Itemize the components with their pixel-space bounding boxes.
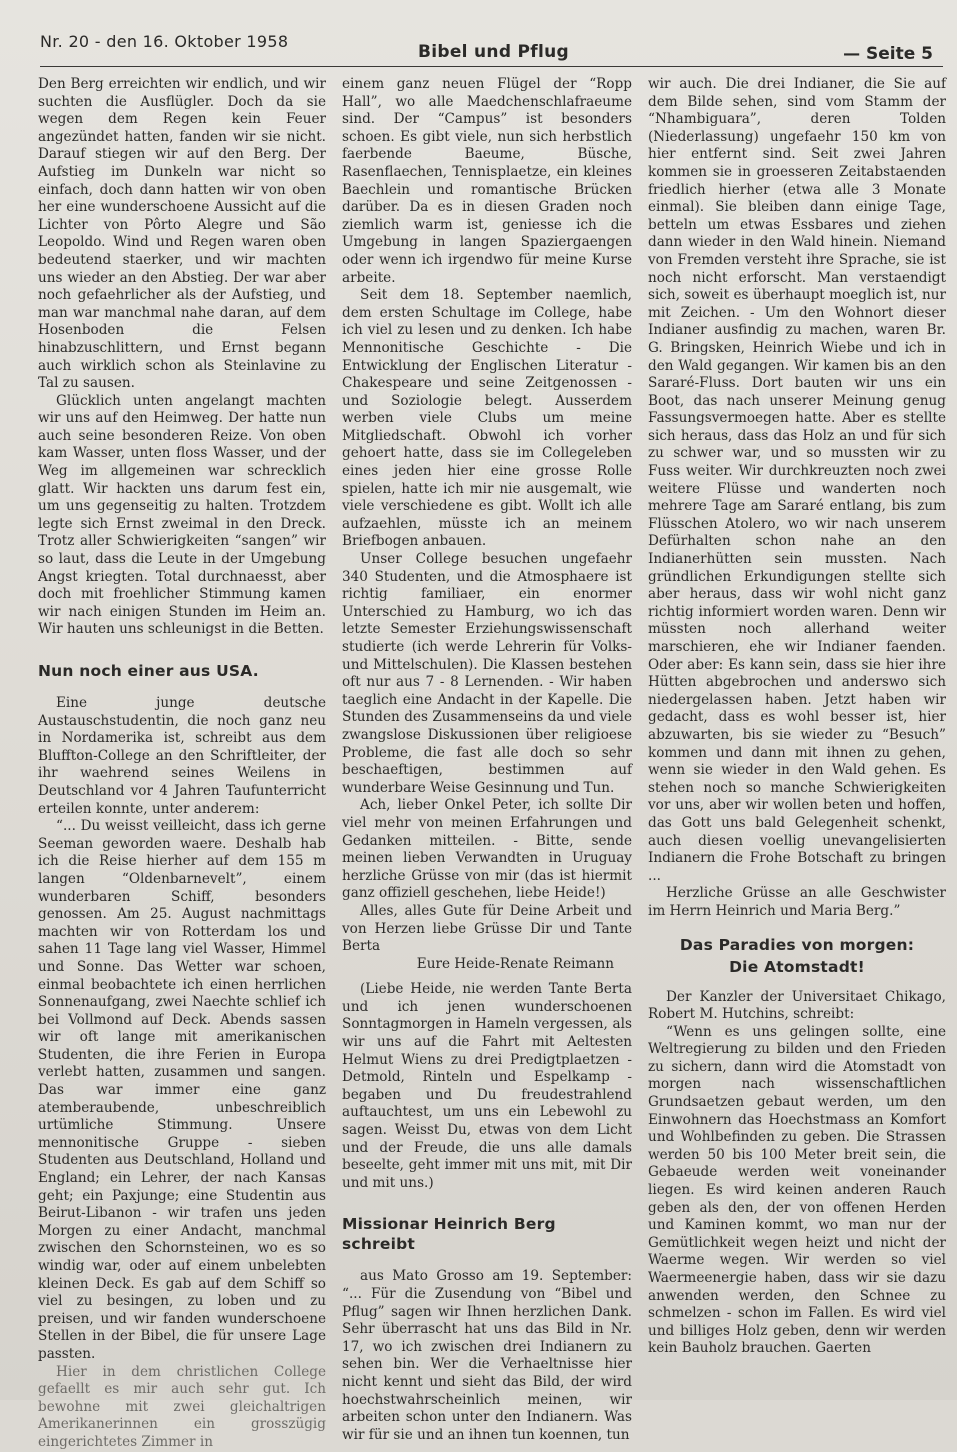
page-header	[40, 30, 943, 67]
col2-paragraph-5: Alles, alles Gute für Deine Arbeit und von Herzen liebe Grüsse Dir und Tante Berta	[342, 902, 632, 955]
col1-paragraph-5: Hier in dem christlichen College gefaellt es mir auch sehr gut. Ich bewohne mit zwei gleichaltrigen Amerikanerinnen ein grosszügig eingerichtetes Zimmer in	[38, 1363, 326, 1450]
col3-paragraph-2: Herzliche Grüsse an alle Geschwister im Herrn Heinrich und Maria Berg.”	[648, 885, 946, 919]
col3-paragraph-4: “Wenn es uns gelingen sollte, eine Weltregierung zu bilden und den Frieden zu sichern, dann wird die Atomstadt von morgen nach wissenschaftlichen Grundsaetzen gebaut werden, um den Einwohnern das Hoechstmass an Komfort und Wohlbefinden zu geben. Die Strassen werden 50 bis 100 Meter breit sein, die Gebaeude werden weit voneinander liegen. Es wird keinen anderen Rauch geben als den, der von offenen Herden und Kaminen kommt, wo man nur der Gemütlichkeit wegen heizt und nicht der Waerme wegen. Wir werden so viel Waermeenergie haben, dass wir sie dazu anwenden werden, den Schnee zu schmelzen - schon im Fallen. Es wird viel und billiges Holz geben, denn wir werden kein Bauholz brauchen. Gaerten	[648, 1023, 946, 1357]
spacer	[342, 973, 632, 981]
col2-paragraph-3: Unser College besuchen ungefaehr 340 Studenten, und die Atmosphaere ist richtig familiaer, ein enormer Unterschied zu Hamburg, wo ich das letzte Semester Erziehungswissenschaft studierte (ich werde Lehrerin für Volks- und Mittelschulen). Die Klassen bestehen oft nur aus 7 - 8 Lernenden. - Wir haben taeglich eine Andacht in der Kapelle. Die Stunden des Zusammenseins da und viele zwangslose Diskussionen über religioese Probleme, die fast alle doch so sehr beschaeftigen, bestimmen auf wunderbare Weise Gesinnung und Tun.	[342, 551, 632, 796]
missionary-article-heading: Missionar Heinrich Berg schreibt	[342, 1215, 556, 1254]
col1-paragraph-2: Glücklich unten angelangt machten wir uns auf den Heimweg. Der hatte nun auch seine besonderen Reize. Von oben kam Wasser, unten floss Wasser, und der Weg im allgemeinen war schrecklich glatt. Wir hackten uns darum fest ein, um uns gegenseitig zu halten. Trotzdem legte sich Ernst zweimal in den Dreck. Trotz aller Schwierigkeiten “sangen” wir so laut, dass die Leute in der Umgebung Angst kriegten. Total durchnaesst, aber doch mit froehlicher Stimmung kamen wir nach einigen Stunden im Heim an. Wir hauten uns schleunigst in die Betten.	[38, 392, 326, 638]
atomstadt-subheading: Die Atomstadt!	[729, 957, 865, 976]
col2-paragraph-1: einem ganz neuen Flügel der “Ropp Hall”, wo alle Maedchenschlafraeume sind. Der “Campus” ist besonders schoen. Es gibt viele, nun sich herbstlich faerbende Baeume, Büsche, Rasenflaechen, Tennisplaetze, ein kleines Baechlein und romantische Brücken darüber. Da es in diesen Graden noch ziemlich warm ist, geniesse ich die Umgebung in langen Spaziergaengen oder wenn ich irgendwo für meine Kurse arbeite.	[342, 76, 632, 286]
column-2	[342, 76, 632, 1452]
article-columns	[38, 76, 947, 1452]
col3-paragraph-1: wir auch. Die drei Indianer, die Sie auf dem Bilde sehen, sind vom Stamm der “Nhambiguara”, deren Tolden (Niederlassung) ungefaehr 150 km von hier entfernt sind. Seit zwei Jahren kommen sie in groesseren Zeitabstaenden friedlich hierher (etwa alle 3 Monate einmal). Sie bleiben dann einige Tage, betteln um etwas Essbares und ziehen dann wieder in den Wald hinein. Niemand von Fremden versteht ihre Sprache, sie ist noch nicht erforscht. Man verstaendigt sich, soweit es überhaupt moeglich ist, nur mit Zeichen. - Um den Wohnort dieser Indianer ausfindig zu machen, waren Br. G. Bringsken, Heinrich Wiebe und ich in den Wald gegangen. Wir kamen bis an den Sararé-Fluss. Dort bauten wir uns ein Boot, das nach unserer Meinung genug Fassungsvermoegen hatte. Aber es stellte sich heraus, dass das Holz an und für sich zu schwer war, und so mussten wir zu Fuss weiter. Wir durchkreuzten noch zwei weitere Flüsse und wanderten noch mehrere Tage am Sararé entlang, bis zum Flüsschen Atolero, wo wir nach unserem Defürhalten schon nahe an den Indianerhütten sein mussten. Nach gründlichen Erkundigungen stellte sich aber heraus, dass wir wohl nicht ganz richtig informiert worden waren. Denn wir müssten noch allerhand weiter marschieren, ehe wir Indianer faenden. Oder aber: Es kann sein, dass sie hier ihre Hütten abgebrochen und anderswo sich niedergelassen haben. Jetzt haben wir gedacht, dass es wohl besser ist, hier abzuwarten, bis sie wieder zu “Besuch” kommen und dann mit ihnen zu gehen, wenn sie wieder in den Wald gehen. Es stehen noch so manche Schwierigkeiten vor uns, aber wir wollen beten und hoffen, das Gott uns bald Gelegenheit schenkt, auch diesen voellig unevangelisierten Indianern die Frohe Botschaft zu bringen ...	[648, 76, 946, 884]
col1-paragraph-1: Den Berg erreichten wir endlich, und wir suchten die Ausflügler. Doch da sie wegen dem Regen kein Feuer angezündet hatten, fanden wir sie nicht. Darauf stiegen wir auf den Berg. Der Aufstieg im Dunkeln war nicht so einfach, doch dann hatten wir von oben her eine wunderschoene Aussicht auf die Lichter von Pôrto Alegre und São Leopoldo. Wind und Regen waren oben bedeutend staerker, und wir machten uns wieder an den Abstieg. Der war aber noch gefaehrlicher als der Aufstieg, und man war manchmal nahe daran, auf dem Hosenboden die Felsen hinabzuschlittern, und Ernst begann auch wirklich schon als Steinlavine zu Tal zu sausen.	[38, 76, 326, 392]
col2-paragraph-6: (Liebe Heide, nie werden Tante Berta und ich jenen wunderschoenen Sonntagmorgen in Hameln vergessen, als wir uns auf die Fahrt mit Aeltesten Helmut Wiens zu drei Predigtplaetzen - Detmold, Rinteln und Espelkamp - begaben und Du freudestrahlend auftauchtest, um uns ein Lebewohl zu sagen. Weisst Du, etwas von dem Licht und der Freude, die uns alle damals beseelte, geht immer mit uns mit, mit Dir und mit uns.)	[342, 981, 632, 1191]
column-1	[38, 76, 326, 1452]
letter-signature: Eure Heide-Renate Reimann	[416, 955, 614, 972]
issue-date: Nr. 20 - den 16. Oktober 1958	[40, 32, 289, 51]
newspaper-title: Bibel und Pflug	[418, 42, 569, 62]
paradise-article-heading: Das Paradies von morgen:	[679, 935, 915, 954]
col1-paragraph-4: “... Du weisst veilleicht, dass ich gerne Seeman geworden waere. Deshalb hab ich die Reise hierher auf dem 155 m langen “Oldenbarnevelt”, einem wunderbaren Schiff, besonders genossen. Am 25. August nachmittags machten wir von Rotterdam los und sahen 11 Tage lang viel Wasser, Himmel und Sonne. Das Wetter war schoen, einmal beobachtete ich einen herrlichen Sonnenaufgang, zwei Naechte schlief ich bei Vollmond auf Deck. Abends sassen wir oft lange mit amerikanischen Studenten, die ihre Ferien in Europa verlebt hatten, zusammen und sangen. Das war immer eine ganz atemberaubende, unbeschreiblich urtümliche Stimmung. Unsere mennonitische Gruppe - sieben Studenten aus Deutschland, Holland und England; ein Lehrer, der nach Kansas geht; ein Paxjunge; eine Studentin aus Beirut-Libanon - wir trafen uns jeden Morgen zu einer Andacht, manchmal zwischen den Schornsteinen, wo es so windig war, oder auf einem unbelebten kleinen Deck. Es gab auf dem Schiff so viel zu besingen, zu loben und zu preisen, und wir fanden wunderschoene Stellen in der Bibel, die für unsere Lage passten.	[38, 818, 326, 1362]
col2-paragraph-4: Ach, lieber Onkel Peter, ich sollte Dir viel mehr von meinen Erfahrungen und Gedanken mitteilen. - Bitte, sende meinen lieben Verwandten in Uruguay herzliche Grüsse von mir (das ist hiermit ganz offiziell geschehen, liebe Heide!)	[342, 797, 632, 902]
col2-paragraph-7: aus Mato Grosso am 19. September: “... Für die Zusendung von “Bibel und Pflug” sagen wir Ihnen herzlichen Dank. Sehr überrascht hat uns das Bild in Nr. 17, wo ich zwischen drei Indianern zu sehen bin. Wer die Verhaeltnisse hier nicht kennt und sieht das Bild, der wird hoechstwahrscheinlich meinen, wir arbeiten schon unter den Indianern. Was wir für sie und an ihnen tun koennen, tun	[342, 1268, 632, 1443]
page-number: — Seite 5	[843, 44, 933, 64]
usa-article-heading: Nun noch einer aus USA.	[38, 662, 259, 680]
col1-paragraph-3: Eine junge deutsche Austauschstudentin, die noch ganz neu in Nordamerika ist, schreibt aus dem Bluffton-College an den Schriftleiter, der ihr waehrend seines Weilens in Deutschland vor 4 Jahren Taufunterricht erteilen konnte, unter anderem:	[38, 695, 326, 817]
column-3	[648, 76, 946, 1452]
col3-paragraph-3: Der Kanzler der Universitaet Chikago, Robert M. Hutchins, schreibt:	[648, 988, 946, 1023]
col2-paragraph-2: Seit dem 18. September naemlich, dem ersten Schultage im College, habe ich viel zu lesen und zu denken. Ich habe Mennonitische Geschichte - Die Entwicklung der Englischen Literatur - Chakespeare und seine Zeitgenossen - und Soziologie belegt. Ausserdem werben viele Clubs um meine Mitgliedschaft. Obwohl ich vorher gehoert hatte, dass sie im Collegeleben eines jeden hier eine grosse Rolle spielen, hatte ich mir nie ausgemalt, wie viele verschiedene es gibt. Wollt ich alle aufzaehlen, müsste ich an meinem Briefbogen anbauen.	[342, 287, 632, 550]
